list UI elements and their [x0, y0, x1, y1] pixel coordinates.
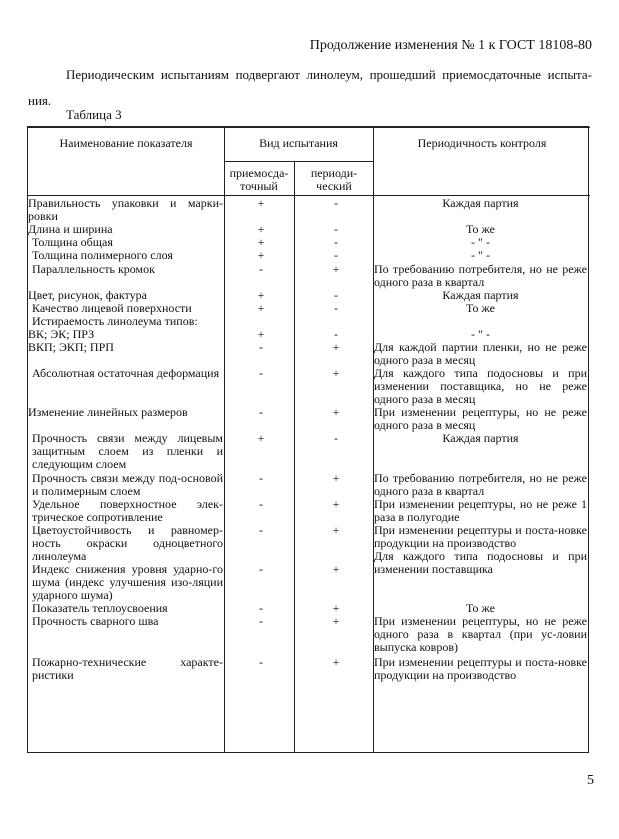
row-frequency: При изменении рецептуры, но не реже одного раза в месяц: [374, 405, 587, 432]
row-name: Толщина полимерного слоя: [32, 248, 173, 262]
header-name: Наименование показателя: [59, 136, 193, 150]
page-header: Продолжение изменения № 1 к ГОСТ 18108-80: [309, 38, 592, 53]
header-top-line: [28, 127, 590, 128]
row-periodic: +: [332, 523, 340, 537]
row-name: Пожарно-технические характе-ристики: [32, 655, 223, 682]
row-frequency: Каждая партия: [442, 431, 519, 445]
row-acceptance: +: [257, 431, 265, 445]
header-periodic: периоди-ческий: [310, 166, 358, 193]
row-periodic: -: [334, 235, 338, 249]
table-3: [27, 126, 589, 753]
row-frequency: - " -: [471, 248, 490, 262]
row-periodic: -: [334, 431, 338, 445]
row-periodic: +: [332, 340, 340, 354]
row-acceptance: +: [257, 301, 265, 315]
column-divider: [294, 161, 295, 752]
row-acceptance: +: [257, 222, 265, 236]
row-acceptance: -: [259, 471, 263, 485]
row-acceptance: -: [259, 340, 263, 354]
row-name: Толщина общая: [32, 235, 113, 249]
row-acceptance: -: [259, 405, 263, 419]
header-subdivider: [224, 161, 373, 162]
row-acceptance: -: [259, 366, 263, 380]
row-acceptance: +: [257, 196, 265, 210]
row-name: Изменение линейных размеров: [28, 405, 188, 419]
row-periodic: -: [334, 288, 338, 302]
row-acceptance: -: [259, 523, 263, 537]
row-acceptance: +: [257, 327, 265, 341]
row-name: Индекс снижения уровня ударно-го шума (индекс улучшения изо-ляции ударного шума): [32, 562, 223, 602]
row-frequency: По требованию потребителя, но не реже одного раза в квартал: [374, 262, 587, 289]
row-frequency: Каждая партия: [442, 288, 519, 302]
row-name: Прочность сварного шва: [32, 614, 159, 628]
row-name: Правильность упаковки и марки-ровки: [28, 196, 223, 223]
row-name: ВК; ЭК; ПРЗ: [28, 327, 95, 341]
row-acceptance: -: [259, 601, 263, 615]
row-periodic: +: [332, 614, 340, 628]
header-acceptance: приемосда-точный: [229, 166, 289, 193]
row-acceptance: +: [257, 235, 265, 249]
header-test-type: Вид испытания: [259, 136, 338, 150]
row-periodic: +: [332, 262, 340, 276]
row-name: Цветоустойчивость и равномер-ность окраски одноцветного линолеума: [32, 523, 223, 563]
row-acceptance: -: [259, 655, 263, 669]
row-periodic: +: [332, 366, 340, 380]
row-periodic: -: [334, 196, 338, 210]
row-frequency: По требованию потребителя, но не реже одного раза в квартал: [374, 471, 587, 498]
row-name: ВКП; ЭКП; ПРП: [28, 340, 114, 354]
row-frequency: То же: [466, 222, 495, 236]
row-name: Абсолютная остаточная деформация: [32, 366, 220, 380]
header-frequency: Периодичность контроля: [417, 136, 547, 150]
row-periodic: +: [332, 497, 340, 511]
column-divider: [224, 127, 225, 752]
row-periodic: -: [334, 327, 338, 341]
row-acceptance: -: [259, 614, 263, 628]
row-periodic: -: [334, 301, 338, 315]
row-periodic: +: [332, 405, 340, 419]
row-frequency: При изменении рецептуры, но не реже одного раза в квартал (при ус-ловии выпуска ковров): [374, 614, 587, 654]
row-frequency: То же: [466, 601, 495, 615]
row-frequency: Каждая партия: [442, 196, 519, 210]
row-acceptance: -: [259, 497, 263, 511]
intro-paragraph: Периодическим испытаниям подвергают линолеум, прошедший приемосдаточные испыта-ния.: [28, 67, 592, 108]
row-name: Параллельность кромок: [32, 262, 155, 276]
row-frequency: При изменении рецептуры, но не реже 1 раза в полугодие: [374, 497, 587, 524]
row-name: Цвет, рисунок, фактура: [28, 288, 147, 302]
table-caption: Таблица 3: [66, 107, 122, 122]
row-periodic: -: [334, 222, 338, 236]
row-frequency: Для каждого типа подосновы и при изменении поставщика: [374, 549, 587, 576]
row-frequency: - " -: [471, 235, 490, 249]
row-periodic: +: [332, 562, 340, 576]
row-frequency: При изменении рецептуры и поста-новке продукции на производство: [374, 655, 587, 682]
row-periodic: -: [334, 248, 338, 262]
row-frequency: При изменении рецептуры и поста-новке продукции на производство: [374, 523, 587, 550]
row-periodic: +: [332, 471, 340, 485]
row-acceptance: -: [259, 562, 263, 576]
row-acceptance: +: [257, 288, 265, 302]
row-name: Показатель теплоусвоения: [32, 601, 168, 615]
row-periodic: +: [332, 601, 340, 615]
row-frequency: То же: [466, 301, 495, 315]
row-acceptance: +: [257, 248, 265, 262]
row-acceptance: -: [259, 262, 263, 276]
row-name: Удельное поверхностное элек-трическое сопротивление: [32, 497, 223, 524]
row-frequency: Для каждого типа подосновы и при изменении поставщика, но не реже одного раза в месяц: [374, 366, 587, 406]
row-name: Длина и ширина: [28, 222, 113, 236]
row-frequency: Для каждой партии пленки, но не реже одного раза в месяц: [374, 340, 587, 367]
row-frequency: - " -: [471, 327, 490, 341]
row-name: Прочность связи между под-основой и полимерным слоем: [32, 471, 223, 498]
row-name: Истираемость линолеума типов:: [32, 314, 198, 328]
row-name: Качество лицевой поверхности: [32, 301, 192, 315]
page-number: 5: [587, 773, 594, 788]
row-name: Прочность связи между лицевым защитным слоем из пленки и следующим слоем: [32, 431, 223, 471]
row-periodic: +: [332, 655, 340, 669]
